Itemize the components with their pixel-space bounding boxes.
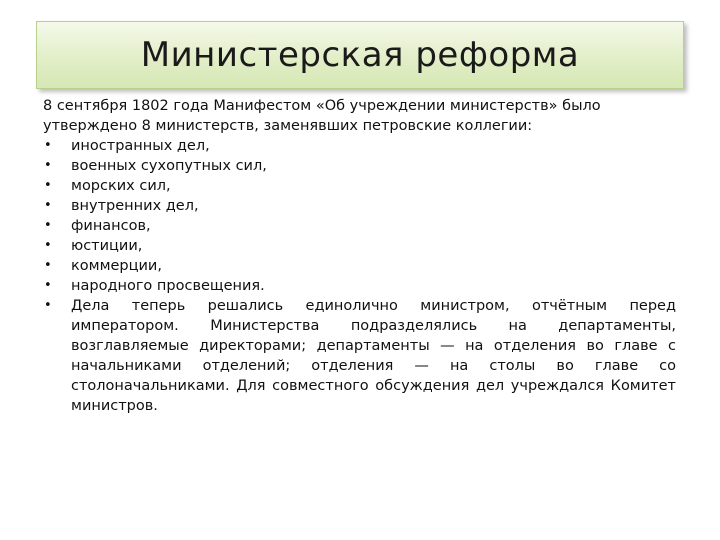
list-item-text: коммерции,: [71, 258, 162, 274]
intro-paragraph: 8 сентября 1802 года Манифестом «Об учреждении министерств» было утверждено 8 министерств, заменявших петровские коллегии:: [43, 98, 601, 134]
list-item-structure-description: [43, 296, 676, 416]
bullet-icon: •: [44, 138, 52, 153]
bullet-icon: •: [44, 218, 52, 233]
list-item-text: морских сил,: [71, 178, 171, 194]
slide-title: Министерская реформа: [140, 35, 580, 75]
bullet-icon: •: [44, 178, 52, 193]
list-item-naval-forces: [43, 176, 676, 196]
list-item-commerce: [43, 256, 676, 276]
list-item-text: народного просвещения.: [71, 278, 265, 294]
bullet-icon: •: [44, 198, 52, 213]
list-item-text: внутренних дел,: [71, 198, 199, 214]
bullet-icon: •: [44, 238, 52, 253]
ministries-list: [43, 136, 676, 416]
bullet-icon: •: [44, 278, 52, 293]
list-item-land-forces: [43, 156, 676, 176]
slide-body: [43, 96, 676, 416]
list-item-education: [43, 276, 676, 296]
list-item-justice: [43, 236, 676, 256]
list-item-text: Дела теперь решались единолично министром, отчётным перед императором. Министерства подразделялись на департаменты, возглавляемые директорами; департаменты — на отделения во главе с начальниками отделений; отделения — на столы во главе со столоначальниками. Для совместного обсуждения дел учреждался Комитет министров.: [71, 298, 676, 414]
bullet-icon: •: [44, 158, 52, 173]
list-item-finance: [43, 216, 676, 236]
list-item-text: иностранных дел,: [71, 138, 210, 154]
title-box: [36, 21, 684, 89]
list-item-text: финансов,: [71, 218, 151, 234]
list-item-text: юстиции,: [71, 238, 143, 254]
bullet-icon: •: [44, 258, 52, 273]
list-item-internal-affairs: [43, 196, 676, 216]
list-item-text: военных сухопутных сил,: [71, 158, 267, 174]
list-item-foreign-affairs: [43, 136, 676, 156]
bullet-icon: •: [44, 298, 52, 313]
